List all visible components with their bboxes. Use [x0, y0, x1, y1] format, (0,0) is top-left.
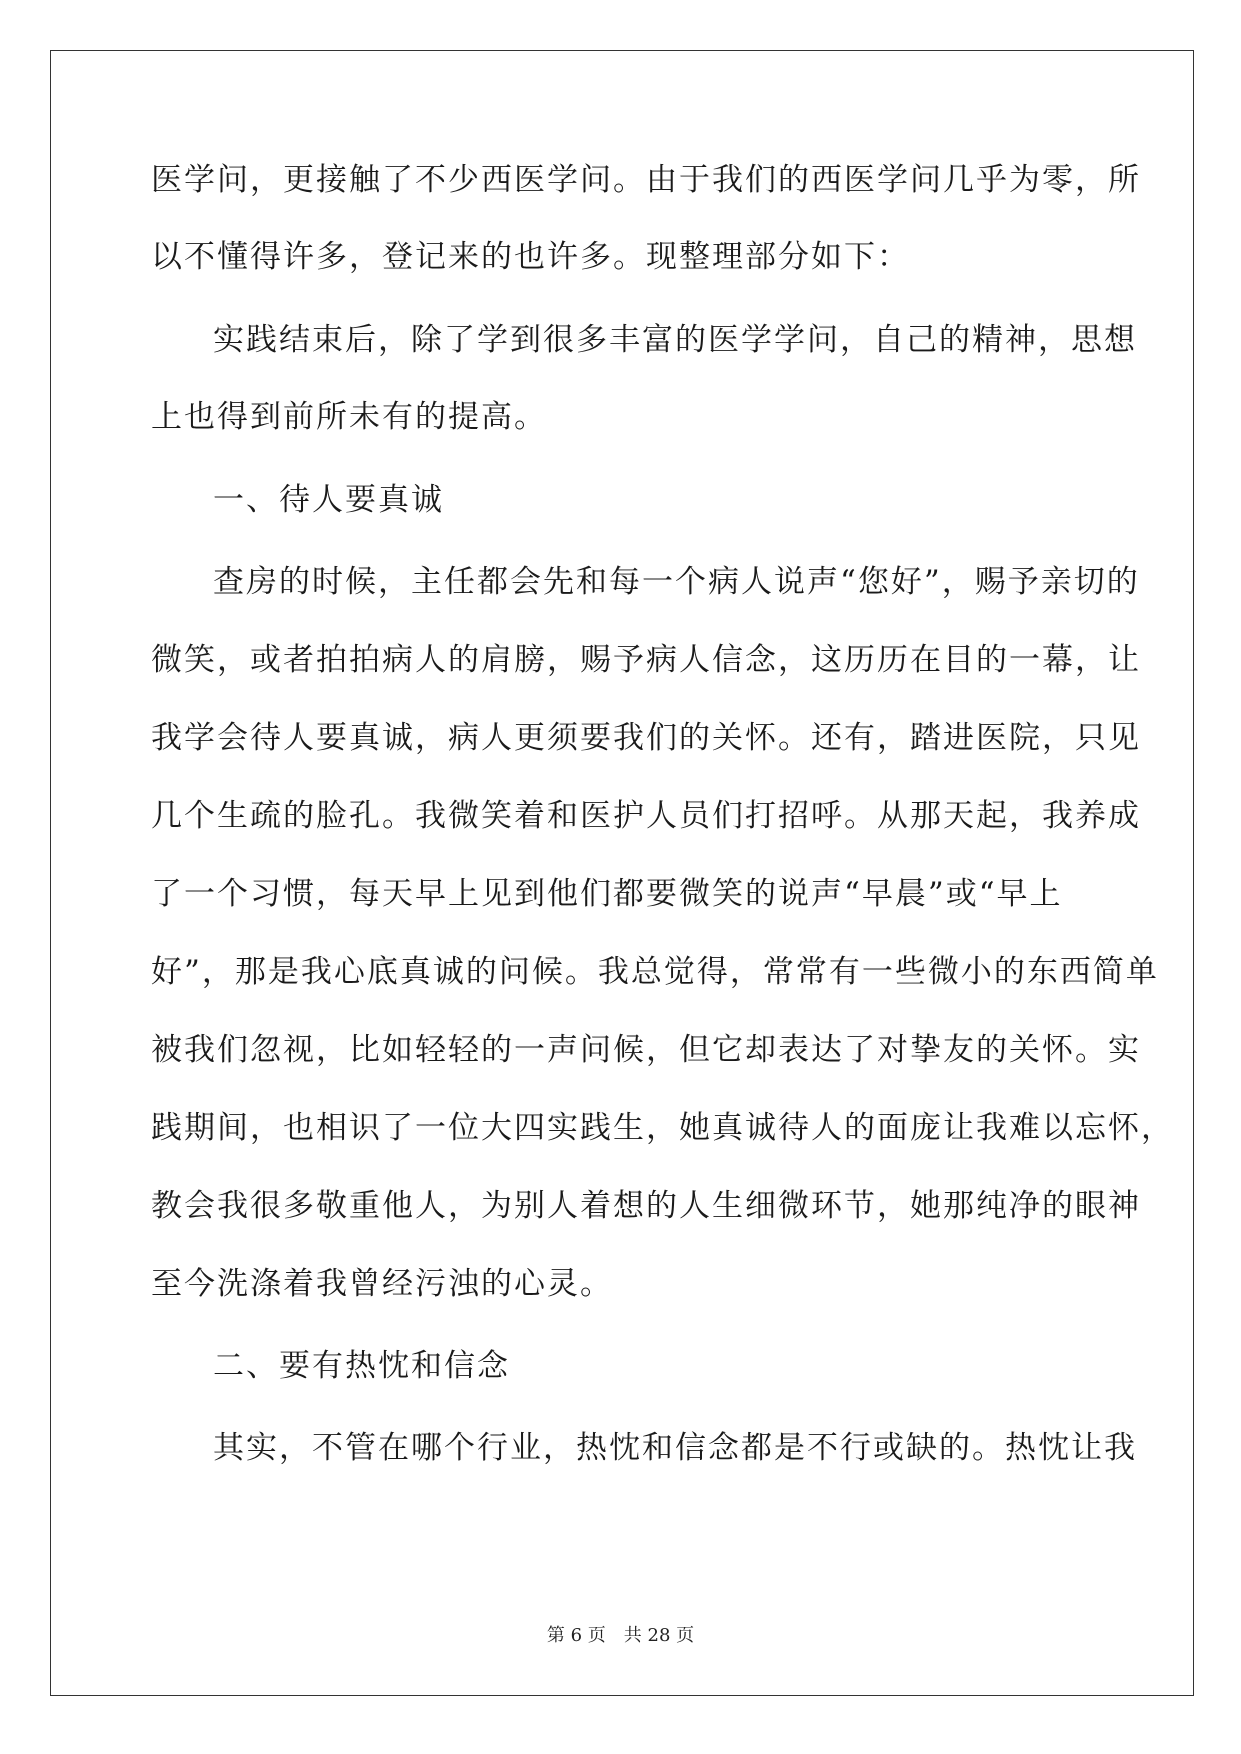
text-line: 至今洗涤着我曾经污浊的心灵。	[151, 1266, 613, 1302]
text-line: 几个生疏的脸孔。我微笑着和医护人员们打招呼。从那天起，我养成	[151, 798, 1141, 834]
text-line: 医学问，更接触了不少西医学问。由于我们的西医学问几乎为零，所	[151, 162, 1141, 198]
text-line: 教会我很多敬重他人，为别人着想的人生细微环节，她那纯净的眼神	[151, 1188, 1141, 1224]
text-line: 以不懂得许多，登记来的也许多。现整理部分如下：	[151, 239, 910, 275]
section-heading: 一、待人要真诚	[213, 482, 444, 518]
text-line: 了一个习惯，每天早上见到他们都要微笑的说声“早晨”或“早上	[151, 876, 1063, 912]
text-line: 查房的时候，主任都会先和每一个病人说声“您好”，赐予亲切的	[213, 564, 1140, 600]
text-line: 我学会待人要真诚，病人更须要我们的关怀。还有，踏进医院，只见	[151, 720, 1141, 756]
text-line: 实践结束后，除了学到很多丰富的医学学问，自己的精神，思想	[213, 322, 1137, 358]
text-line: 践期间，也相识了一位大四实践生，她真诚待人的面庞让我难以忘怀，	[151, 1110, 1174, 1146]
section-heading: 二、要有热忱和信念	[213, 1348, 510, 1384]
text-line: 上也得到前所未有的提高。	[151, 399, 547, 435]
text-line: 其实，不管在哪个行业，热忱和信念都是不行或缺的。热忱让我	[213, 1430, 1137, 1466]
page-number: 第 6 页	[546, 1625, 606, 1646]
page-footer	[0, 1624, 1241, 1648]
text-line: 好”，那是我心底真诚的问候。我总觉得，常常有一些微小的东西简单	[151, 954, 1159, 990]
page-total: 共 28 页	[623, 1625, 695, 1646]
text-line: 被我们忽视，比如轻轻的一声问候，但它却表达了对挚友的关怀。实	[151, 1032, 1141, 1068]
text-line: 微笑，或者拍拍病人的肩膀，赐予病人信念，这历历在目的一幕，让	[151, 642, 1141, 678]
